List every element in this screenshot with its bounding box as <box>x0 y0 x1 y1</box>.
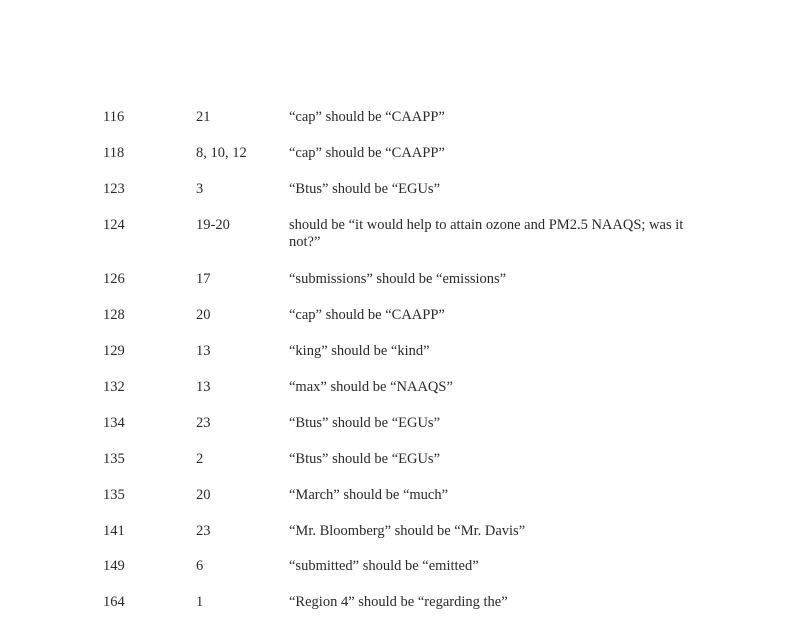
page-number: 149 <box>103 558 125 574</box>
correction-text: “Btus” should be “EGUs” <box>289 415 441 431</box>
line-number: 20 <box>196 487 211 503</box>
line-number: 23 <box>196 523 211 539</box>
correction-text: “cap” should be “CAAPP” <box>289 145 445 161</box>
page-number: 132 <box>103 379 125 395</box>
line-number: 20 <box>196 307 211 323</box>
page-number: 164 <box>103 594 125 610</box>
line-number: 3 <box>196 181 204 197</box>
correction-text: “cap” should be “CAAPP” <box>289 109 445 125</box>
line-number: 21 <box>196 109 211 125</box>
correction-text: “max” should be “NAAQS” <box>289 379 453 395</box>
line-number: 2 <box>196 451 204 467</box>
correction-text: “Region 4” should be “regarding the” <box>289 594 508 610</box>
page-number: 135 <box>103 487 125 503</box>
line-number: 17 <box>196 271 211 287</box>
correction-text: “king” should be “kind” <box>289 343 430 359</box>
page-number: 118 <box>103 145 125 161</box>
correction-text: “submitted” should be “emitted” <box>289 558 479 574</box>
line-number: 23 <box>196 415 211 431</box>
page-number: 141 <box>103 523 125 539</box>
page-number: 134 <box>103 415 125 431</box>
correction-text: “Btus” should be “EGUs” <box>289 451 441 467</box>
correction-text: “Btus” should be “EGUs” <box>289 181 441 197</box>
line-number: 13 <box>196 379 211 395</box>
page-number: 124 <box>103 217 125 233</box>
line-number: 19-20 <box>196 217 230 233</box>
correction-text: “March” should be “much” <box>289 487 449 503</box>
line-number: 1 <box>196 594 204 610</box>
correction-text: “Mr. Bloomberg” should be “Mr. Davis” <box>289 523 526 539</box>
page-number: 116 <box>103 109 125 125</box>
page-number: 128 <box>103 307 125 323</box>
page-number: 123 <box>103 181 125 197</box>
correction-text: “submissions” should be “emissions” <box>289 271 507 287</box>
page-number: 129 <box>103 343 125 359</box>
line-number: 8, 10, 12 <box>196 145 247 161</box>
page-number: 135 <box>103 451 125 467</box>
line-number: 6 <box>196 558 204 574</box>
correction-text: should be “it would help to attain ozone and PM2.5 NAAQS; was it not?” <box>289 217 684 250</box>
line-number: 13 <box>196 343 211 359</box>
correction-text: “cap” should be “CAAPP” <box>289 307 445 323</box>
page-number: 126 <box>103 271 125 287</box>
